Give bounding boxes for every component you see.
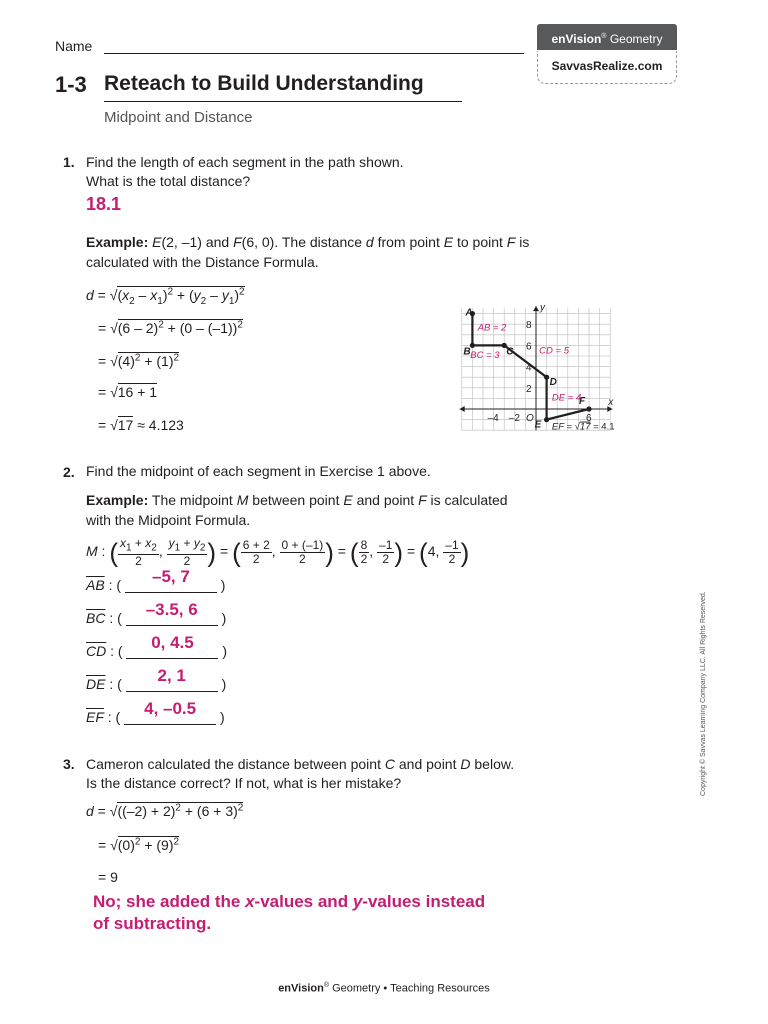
q1-ex-t9: F — [506, 234, 516, 250]
seg-label-de: $\overline{DE}$ — [86, 676, 106, 692]
q3-t1: Cameron calculated the distance between point — [86, 756, 385, 772]
q1-ex-t8: to point — [453, 234, 507, 250]
footer — [0, 982, 768, 995]
q2-example-line2: with the Midpoint Formula. — [86, 512, 251, 528]
q2-ex-t5: and point — [352, 492, 419, 508]
lesson-number: 1-3 — [55, 72, 87, 97]
point-label-b: B — [463, 346, 471, 358]
site-link[interactable]: SavvasRealize.com — [551, 59, 663, 73]
q1-ex-t1: E — [152, 234, 162, 250]
segment-label-bc: BC = 3 — [470, 350, 500, 361]
q3-answer — [93, 891, 485, 935]
coordinate-graph — [450, 274, 680, 440]
q3-t3: and point — [394, 756, 461, 772]
q3-ans-t5: -values instead — [362, 892, 486, 911]
x-axis-arrow — [460, 406, 465, 412]
brand-badge — [537, 24, 677, 50]
step3-a: (4) — [117, 353, 135, 369]
q2-ex-t2: M — [236, 492, 249, 508]
q1-ex-t2: (2, –1) and — [161, 234, 234, 250]
name-label: Name — [55, 38, 93, 54]
q3-number: 3. — [63, 756, 75, 772]
q3-line2: Is the distance correct? If not, what is her mistake? — [86, 775, 402, 791]
step2-a: (6 – 2) — [117, 320, 159, 336]
q3-step-3: = 9 — [98, 869, 118, 885]
midpoint-row: $\overline{AB}$ : ( –5, 7 ) — [86, 567, 226, 593]
q3-answer-line2: of subtracting. — [93, 914, 212, 933]
brand-product: Geometry — [609, 32, 663, 46]
q3-prompt — [86, 755, 514, 793]
segment-label-ab: AB = 2 — [477, 322, 507, 334]
distance-step-4: = √16 + 1 — [98, 384, 158, 400]
path-point — [544, 375, 549, 380]
path-point — [544, 417, 549, 422]
page-title: Reteach to Build Understanding — [104, 72, 424, 95]
tick-label-y: 4 — [526, 362, 532, 374]
page-subtitle: Midpoint and Distance — [104, 109, 253, 126]
q3-ans-t1: No; she added the — [93, 892, 246, 911]
q3-ans-t3: -values and — [254, 892, 353, 911]
q2-prompt: Find the midpoint of each segment in Exercise 1 above. — [86, 463, 431, 479]
point-label-c: C — [506, 346, 514, 358]
q1-ex-t4: (6, 0). The distance — [241, 234, 366, 250]
point-label-e: E — [534, 419, 542, 431]
y-axis-label: y — [540, 302, 545, 314]
answer-cd: 0, 4.5 — [151, 633, 194, 652]
q1-example-label: Example: — [86, 234, 149, 250]
tick-label-y: 6 — [526, 341, 532, 353]
q1-line2: What is the total distance? — [86, 173, 251, 189]
step3-b: + (1) — [140, 353, 174, 369]
answer-ab: –5, 7 — [152, 567, 190, 586]
q1-line1: Find the length of each segment in the path shown. — [86, 154, 404, 170]
name-line[interactable] — [104, 53, 524, 54]
q1-ex-t5: d — [365, 234, 374, 250]
q3-step-1: $d = √((-2) + 2)^2 + (6 + 3)^2$ — [86, 802, 244, 819]
q3-step2-a: (0) — [117, 837, 135, 853]
q3-step1-b: + (6 + 3) — [180, 803, 238, 819]
q2-example — [86, 490, 508, 530]
q3-t4: D — [460, 756, 471, 772]
q3-step-2: = $√(0)^2 + (9)^2$ — [98, 836, 180, 853]
tick-label-y: 8 — [526, 320, 532, 332]
distance-step-5: = √17 ≈ 4.123 — [98, 417, 184, 433]
point-label-f: F — [579, 396, 586, 407]
q1-ex-t6: from point — [373, 234, 444, 250]
q1-number: 1. — [63, 154, 75, 170]
step5-b: ≈ 4.123 — [133, 417, 184, 433]
q1-ex-t7: E — [443, 234, 454, 250]
point-label-d: D — [549, 377, 557, 389]
q2-number: 2. — [63, 464, 75, 480]
q3-step2-b: + (9) — [140, 837, 174, 853]
segment-label-cd: CD = 5 — [539, 345, 570, 357]
midpoint-formula: M : ( $\frac{x_1 + x_2}{2}$ , $\frac{y_1 + y_2}{2}$ ) = ( $\frac{6 + 2}{2}$ , $\frac{0 + (-1)}{2}$ ) = ( $\frac{8}{2}$ , $\frac{-1}{2}$ ) = (4, $\frac{-1}{2}$ ) — [86, 535, 470, 568]
distance-formula: $d = √(x_2 - x_1)^2 + (y_2 - y_1)^2$ — [86, 286, 245, 307]
step5-rad: 17 — [117, 417, 134, 433]
seg-label-bc: $\overline{BC}$ — [86, 610, 106, 626]
x-axis-label: x — [608, 397, 614, 408]
footer-reg: ® — [323, 982, 330, 989]
path-point — [586, 406, 591, 411]
seg-label-ef: $\overline{EF}$ — [86, 709, 104, 725]
brand-reg: ® — [601, 33, 607, 40]
tick-label-x: –2 — [508, 413, 520, 424]
footer-brand: enVision — [278, 982, 324, 995]
segment-label-de: DE = 4 — [551, 392, 582, 404]
q3-step1-a: ((–2) + 2) — [117, 803, 176, 819]
copyright-notice: Copyright © Savvas Learning Company LLC. All Rights Reserved. — [700, 591, 707, 796]
answer-ef: 4, –0.5 — [144, 699, 197, 718]
midpoint-answers — [86, 567, 228, 739]
answer-bc: –3.5, 6 — [145, 600, 198, 619]
tick-label-y: 2 — [526, 383, 532, 395]
answer-de: 2, 1 — [157, 666, 186, 685]
seg-label-ab: $\overline{AB}$ — [86, 577, 105, 593]
graph-labels — [463, 302, 614, 432]
seg-label-cd: $\overline{CD}$ — [86, 643, 107, 659]
midpoint-row: $\overline{EF}$ : ( 4, –0.5 ) — [86, 699, 225, 725]
origin-label: O — [526, 413, 534, 424]
q2-ex-t4: E — [343, 492, 353, 508]
brand-name: enVision — [551, 32, 602, 46]
distance-step-2: = √(6 – 2)$^2$ + (0 – (–1))$^2$ — [98, 319, 243, 336]
m-label: M — [86, 543, 98, 559]
q3-ans-t2: x — [245, 892, 255, 911]
q2-ex-t7: is calculated — [426, 492, 508, 508]
q1-ex-t3: F — [233, 234, 242, 250]
q1-ex-t10: is — [515, 234, 530, 250]
tick-label-x: 6 — [586, 413, 592, 424]
q1-answer: 18.1 — [86, 194, 122, 214]
title-rule — [104, 101, 462, 102]
q1-prompt — [86, 153, 404, 191]
midpoint-row: $\overline{DE}$ : ( 2, 1 ) — [86, 666, 227, 692]
q1-example-line2: calculated with the Distance Formula. — [86, 254, 319, 270]
step4-rad: 16 + 1 — [117, 384, 158, 400]
footer-rest: Geometry • Teaching Resources — [329, 982, 490, 995]
tick-label-x: –4 — [487, 413, 499, 424]
step2-b: + (0 – (–1)) — [163, 320, 238, 336]
segment-label-ef: EF = √17 = 4.1 — [551, 421, 615, 433]
midpoint-row: $\overline{CD}$ : ( 0, 4.5 ) — [86, 633, 228, 659]
y-axis-arrow — [533, 306, 539, 311]
distance-step-3: = $√(4)^2 + (1)^2$ — [98, 352, 180, 369]
midpoint-row: $\overline{BC}$ : ( –3.5, 6 ) — [86, 600, 227, 626]
q3-t2: C — [384, 756, 395, 772]
point-label-a: A — [465, 307, 473, 319]
q3-ans-t4: y — [352, 892, 363, 911]
q2-example-label: Example: — [86, 492, 149, 508]
q1-example — [86, 232, 529, 272]
q2-ex-t1: The midpoint — [148, 492, 237, 508]
q3-t5: below. — [470, 756, 515, 772]
q2-ex-t3: between point — [248, 492, 344, 508]
q2-ex-t6: F — [418, 492, 427, 508]
